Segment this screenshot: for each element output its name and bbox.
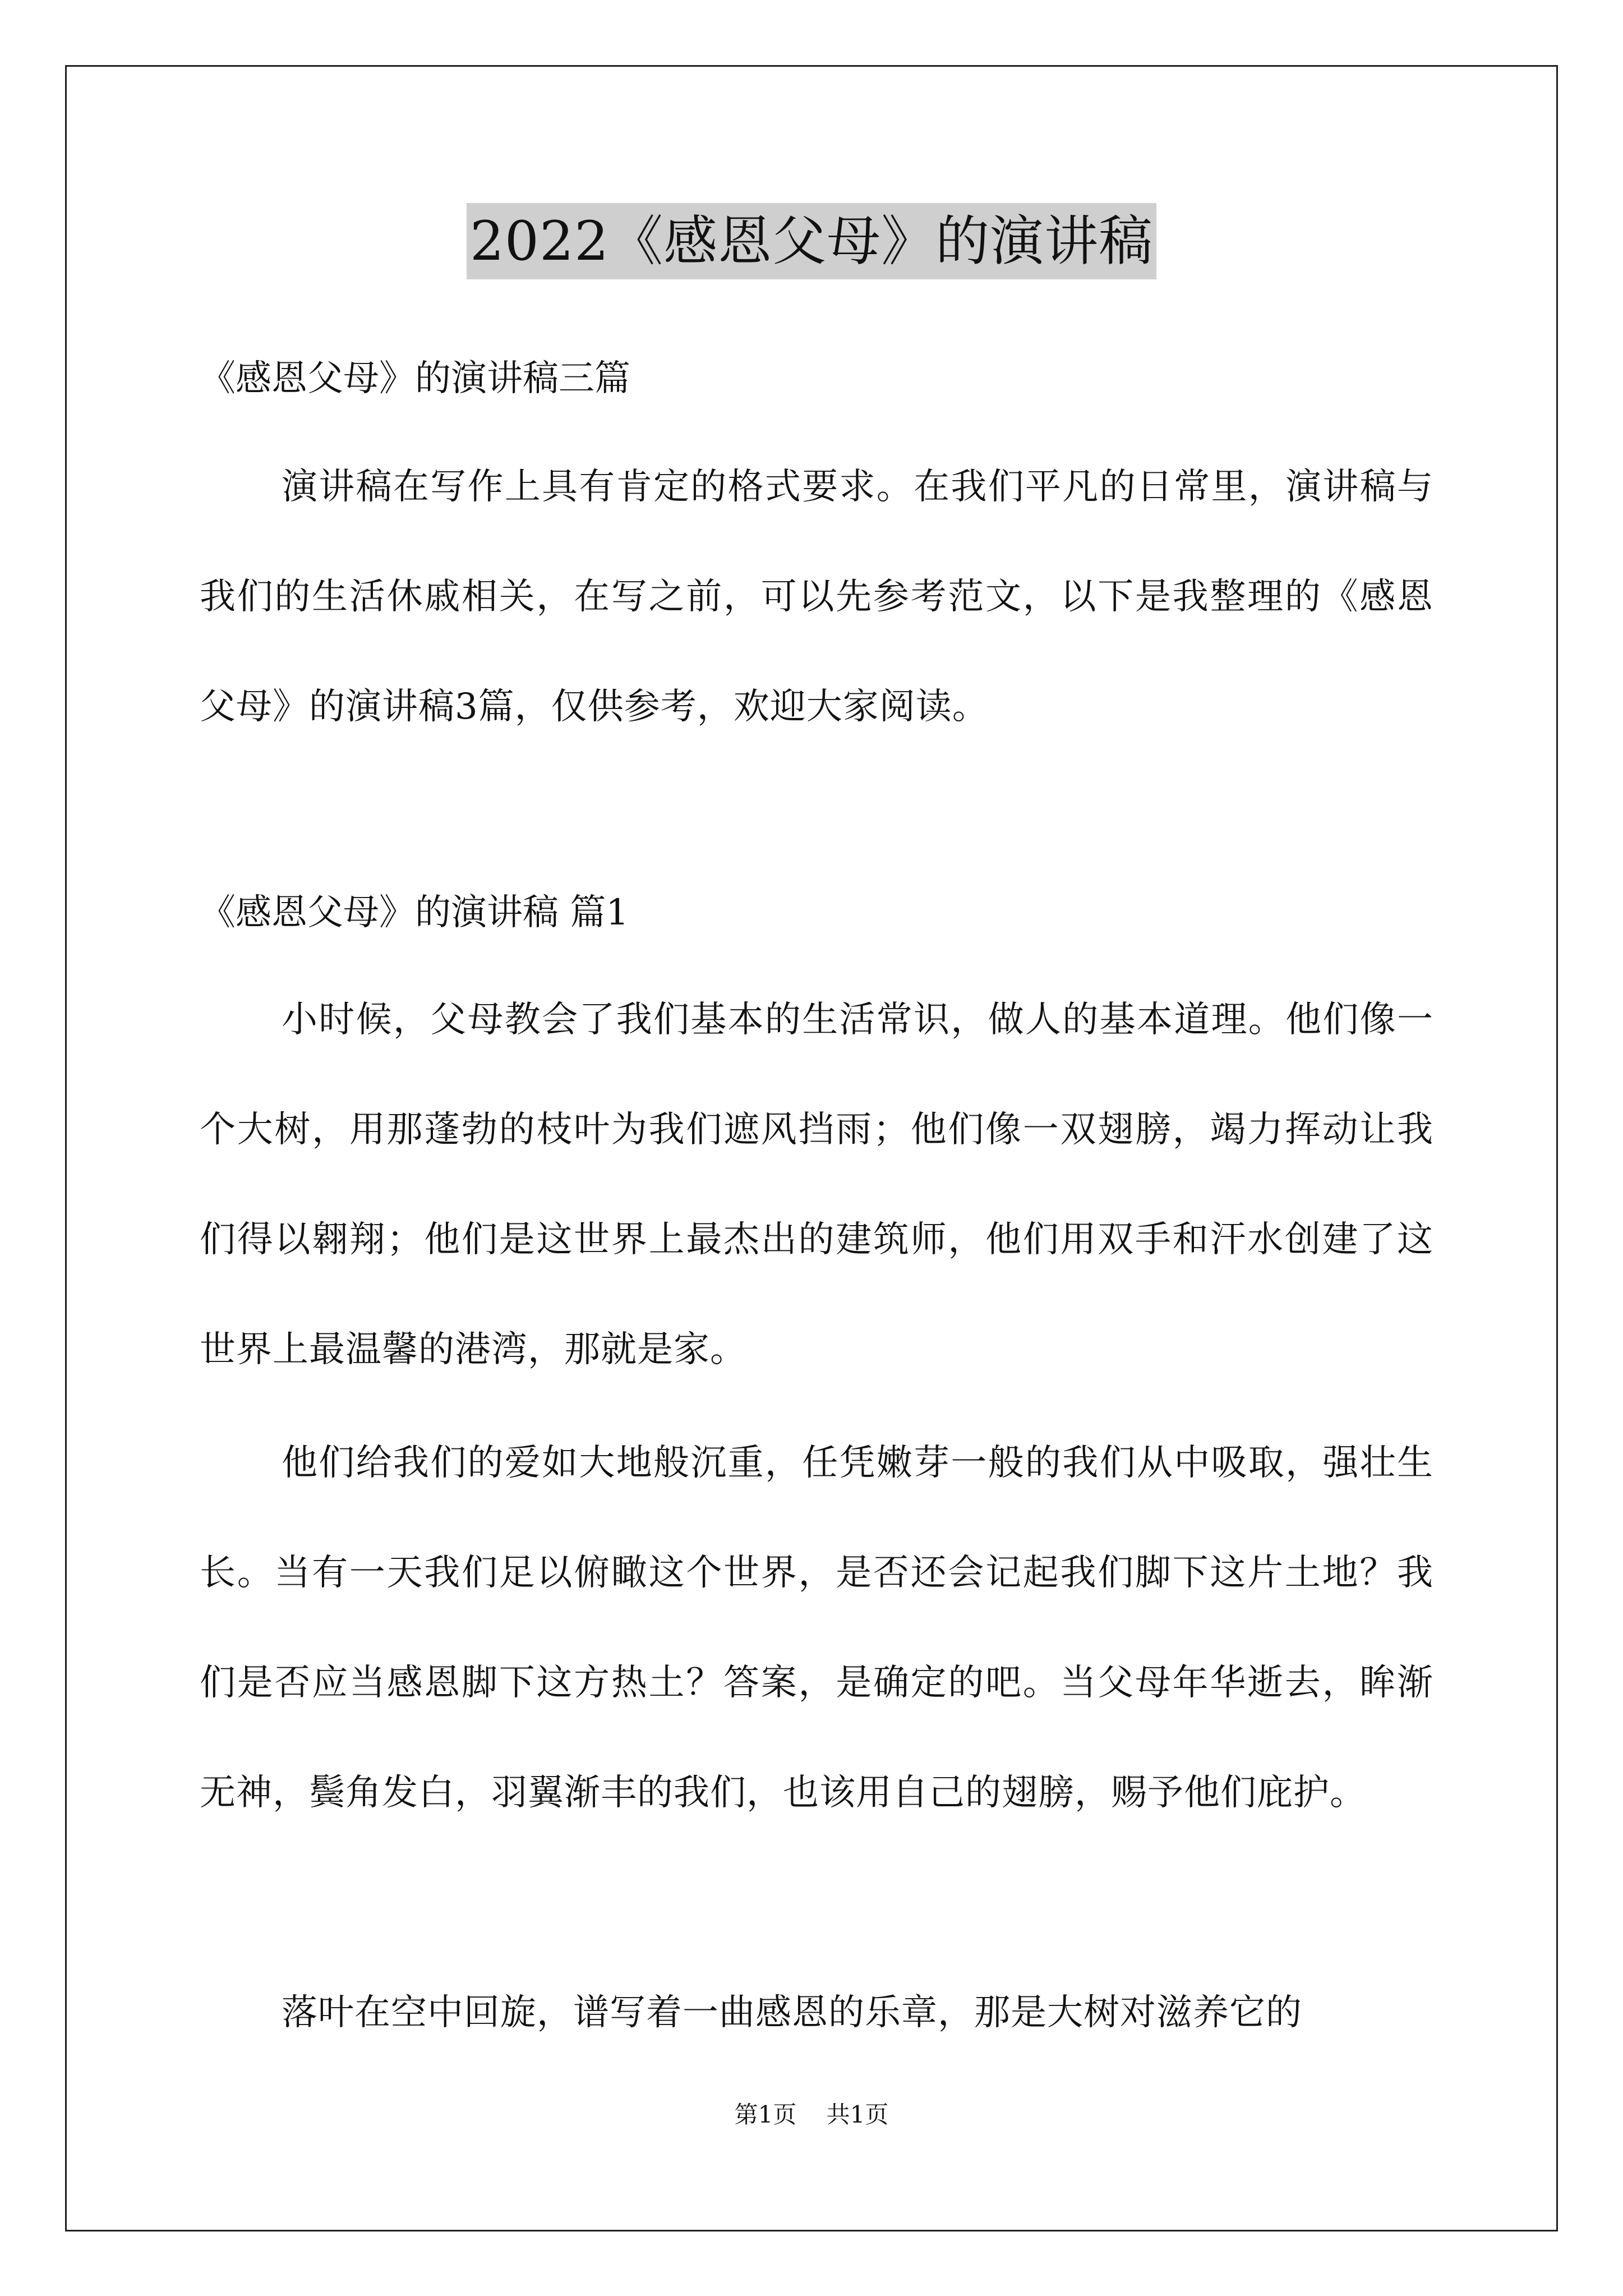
intro-paragraph: 演讲稿在写作上具有肯定的格式要求。在我们平凡的日常里，演讲稿与我们的生活休戚相关，在写之前，可以先参考范文，以下是我整理的《感恩父母》的演讲稿3篇，仅供参考，欢迎大家阅读。 bbox=[200, 466, 1433, 728]
page-number-total: 共1页 bbox=[826, 2101, 889, 2128]
body-paragraph-1: 小时候，父母教会了我们基本的生活常识，做人的基本道理。他们像一个大树，用那蓬勃的枝叶为我们遮风挡雨；他们像一双翅膀，竭力挥动让我们得以翱翔；他们是这世界上最杰出的建筑师，他们用双手和汗水创建了这世界上最温馨的港湾，那就是家。 bbox=[200, 999, 1433, 1370]
body-paragraph-3: 落叶在空中回旋，谱写着一曲感恩的乐章，那是大树对滋养它的 bbox=[282, 1992, 1302, 2033]
subtitle-three-articles: 《感恩父母》的演讲稿三篇 bbox=[200, 358, 630, 399]
page-footer bbox=[0, 2098, 1623, 2132]
subtitle-article-1: 《感恩父母》的演讲稿 篇1 bbox=[200, 892, 629, 933]
title-container bbox=[0, 203, 1623, 279]
page-number-current: 第1页 bbox=[734, 2101, 797, 2128]
body-paragraph-2: 他们给我们的爱如大地般沉重，任凭嫩芽一般的我们从中吸取，强壮生长。当有一天我们足以俯瞰这个世界，是否还会记起我们脚下这片土地？我们是否应当感恩脚下这方热土？答案，是确定的吧。当父母年华逝去，眸渐无神，鬓角发白，羽翼渐丰的我们，也该用自己的翅膀，赐予他们庇护。 bbox=[200, 1442, 1433, 1814]
document-title: 2022《感恩父母》的演讲稿 bbox=[467, 203, 1156, 279]
